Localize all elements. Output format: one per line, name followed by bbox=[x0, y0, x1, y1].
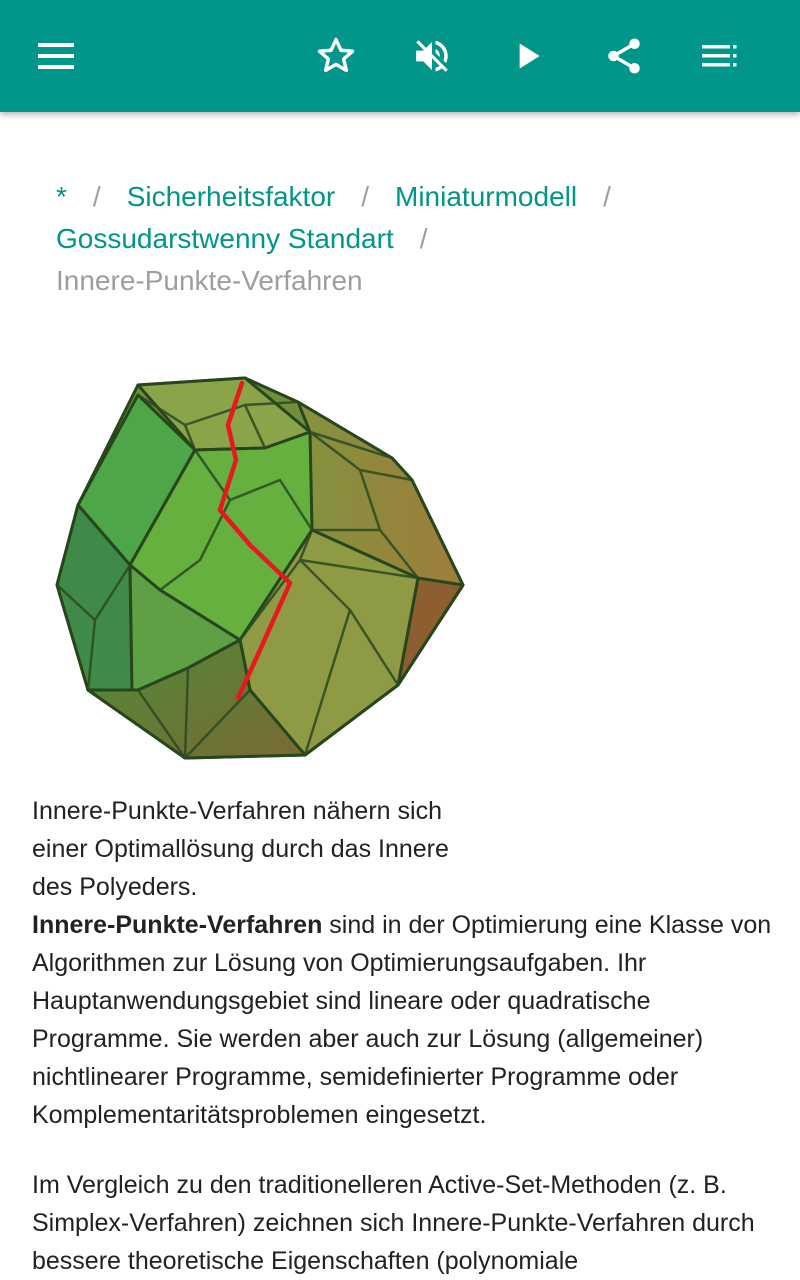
volume-off-icon bbox=[411, 35, 453, 77]
play-button[interactable] bbox=[496, 24, 560, 88]
article-paragraph-text: sind in der Optimierung eine Klasse von Algorithmen zur Lösung von Optimierungsaufgaben. Ihr Hauptanwendungsgebiet sind lineare oder quadratische Programme. Sie werden aber auch zur Lösung (allgemeiner) nichtlinearer Programme, semidefinierter Programme oder Komplementaritätsproblemen eingesetzt. bbox=[32, 911, 772, 1129]
star-outline-icon bbox=[315, 35, 357, 77]
breadcrumb-item-miniaturmodell[interactable]: Miniaturmodell bbox=[395, 181, 578, 212]
article-paragraph-1 bbox=[32, 906, 772, 1134]
polyhedron-illustration bbox=[50, 370, 470, 762]
breadcrumb-separator: / bbox=[419, 223, 428, 254]
app-toolbar bbox=[0, 0, 800, 112]
figure-caption bbox=[32, 792, 472, 906]
breadcrumb-item-sicherheitsfaktor[interactable]: Sicherheitsfaktor bbox=[126, 181, 336, 212]
playlist-button[interactable] bbox=[688, 24, 752, 88]
caption-line: Innere-Punkte-Verfahren nähern sich bbox=[32, 797, 442, 825]
hamburger-menu-icon bbox=[36, 36, 76, 76]
breadcrumb bbox=[56, 176, 756, 302]
caption-line: einer Optimallösung durch das Innere bbox=[32, 835, 449, 863]
breadcrumb-separator: / bbox=[361, 181, 370, 212]
breadcrumb-item-root[interactable]: * bbox=[56, 181, 67, 212]
breadcrumb-current: Innere-Punkte-Verfahren bbox=[56, 265, 363, 296]
favorite-button[interactable] bbox=[304, 24, 368, 88]
play-icon bbox=[508, 36, 548, 76]
breadcrumb-separator: / bbox=[92, 181, 101, 212]
polyhedron-figure bbox=[50, 370, 470, 762]
mute-button[interactable] bbox=[400, 24, 464, 88]
article-paragraph-2: Im Vergleich zu den traditionelleren Active-Set-Methoden (z. B. Simplex-Verfahren) zeichnen sich Innere-Punkte-Verfahren durch bessere theoretische Eigenschaften (polynomiale bbox=[32, 1171, 755, 1275]
article-term: Innere-Punkte-Verfahren bbox=[32, 911, 323, 939]
breadcrumb-separator: / bbox=[603, 181, 611, 212]
menu-button[interactable] bbox=[24, 24, 88, 88]
caption-line: des Polyeders. bbox=[32, 873, 198, 901]
breadcrumb-item-gossudarstwenny-standart[interactable]: Gossudarstwenny Standart bbox=[56, 223, 394, 254]
share-button[interactable] bbox=[592, 24, 656, 88]
share-icon bbox=[603, 35, 645, 77]
playlist-icon bbox=[700, 36, 740, 76]
